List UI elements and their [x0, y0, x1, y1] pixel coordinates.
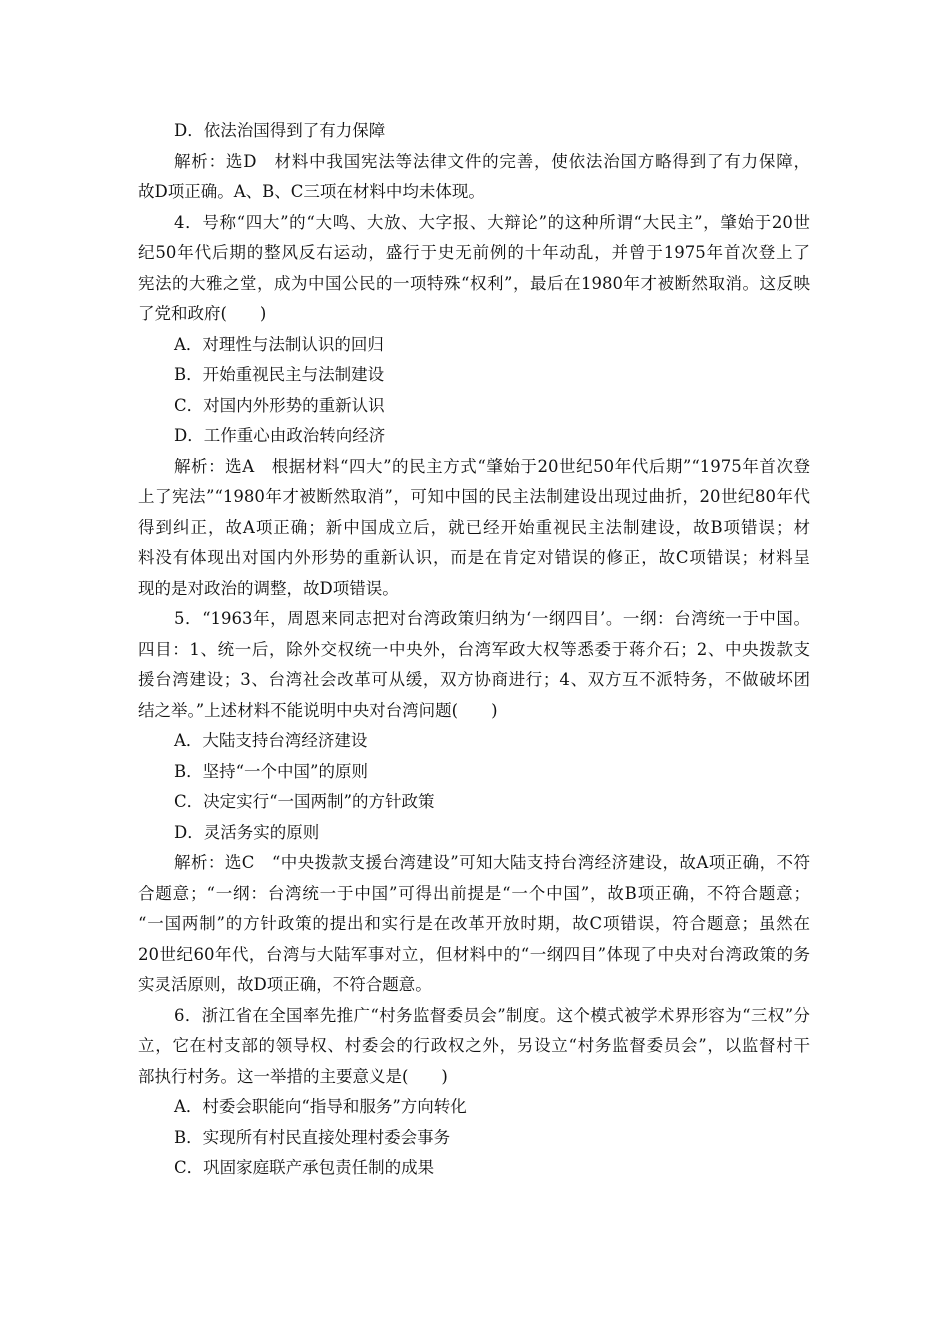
q5-analysis-line-2: 合题意；“一纲：台湾统一于中国”可得出前提是“一个中国”，故B项正确，不符合题意； [138, 883, 810, 903]
q5-stem-line-3: 援台湾建设；3、台湾社会改革可从缓，双方协商进行；4、双方互不派特务，不做破坏团 [138, 670, 810, 689]
q4-analysis-line-3: 得到纠正，故A项正确；新中国成立后，就已经开始重视民主法制建设，故B项错误；材 [138, 517, 810, 537]
q3-option-d: D．依法治国得到了有力保障 [174, 121, 386, 140]
document-page [138, 116, 810, 1184]
q6-option-a: A．村委会职能向“指导和服务”方向转化 [174, 1097, 467, 1116]
q3-analysis-line-1: 解析：选D 材料中我国宪法等法律文件的完善，使依法治国方略得到了有力保障， [174, 151, 810, 171]
q6-stem-line-1: 6．浙江省在全国率先推广“村务监督委员会”制度。这个模式被学术界形容为“三权”分 [174, 1005, 810, 1025]
q5-option-d: D．灵活务实的原则 [174, 822, 320, 842]
q5-option-a: A．大陆支持台湾经济建设 [174, 731, 368, 750]
q4-analysis-line-1: 解析：选A 根据材料“四大”的民主方式“肇始于20世纪50年代后期”“1975年首次登 [174, 456, 810, 476]
q5-stem-line-2: 四目：1、统一后，除外交权统一中央外，台湾军政大权等悉委于蒋介石；2、中央拨款支 [138, 639, 810, 659]
q5-analysis-line-1: 解析：选C “中央拨款支援台湾建设”可知大陆支持台湾经济建设，故A项正确，不符 [174, 853, 810, 872]
q4-stem-line-3: 宪法的大雅之堂，成为中国公民的一项特殊“权利”，最后在1980年才被断然取消。这反映 [138, 273, 810, 293]
q4-option-c: C．对国内外形势的重新认识 [174, 395, 385, 415]
q4-stem-line-1: 4．号称“四大”的“大鸣、大放、大字报、大辩论”的这种所谓“大民主”，肇始于20世 [174, 212, 810, 232]
q6-option-b: B．实现所有村民直接处理村委会事务 [174, 1127, 451, 1147]
q4-stem-line-4: 了党和政府( ) [138, 304, 267, 323]
q4-option-d: D．工作重心由政治转向经济 [174, 426, 386, 445]
q5-analysis-line-5: 实灵活原则，故D项正确，不符合题意。 [138, 975, 432, 994]
q5-stem-line-4: 结之举。”上述材料不能说明中央对台湾问题( ) [138, 700, 498, 720]
q3-analysis-line-2: 故D项正确。A、B、C三项在材料中均未体现。 [138, 182, 485, 201]
q5-stem-line-1: 5．“1963年，周恩来同志把对台湾政策归纳为‘一纲四目’。一纲：台湾统一于中国。 [174, 609, 810, 628]
q4-analysis-line-5: 现的是对政治的调整，故D项错误。 [138, 578, 399, 598]
q6-option-c: C．巩固家庭联产承包责任制的成果 [174, 1158, 435, 1177]
q4-stem-line-2: 纪50年代后期的整风反右运动，盛行于史无前例的十年动乱，并曾于1975年首次登上了 [138, 243, 810, 262]
q6-stem-line-3: 部执行村务。这一举措的主要意义是( ) [138, 1066, 448, 1086]
q4-analysis-line-2: 上了宪法”“1980年才被断然取消”，可知中国的民主法制建设出现过曲折，20世纪80年代 [138, 487, 810, 506]
q4-analysis-line-4: 料没有体现出对国内外形势的重新认识，而是在肯定对错误的修正，故C项错误；材料呈 [138, 548, 810, 567]
q5-analysis-line-3: “一国两制”的方针政策的提出和实行是在改革开放时期，故C项错误，符合题意；虽然在 [138, 914, 810, 933]
q5-option-b: B．坚持“一个中国”的原则 [174, 761, 368, 781]
q5-option-c: C．决定实行“一国两制”的方针政策 [174, 792, 435, 811]
q4-option-b: B．开始重视民主与法制建设 [174, 365, 385, 384]
q4-option-a: A．对理性与法制认识的回归 [174, 334, 384, 354]
q6-stem-line-2: 立，它在村支部的领导权、村委会的行政权之外，另设立“村务监督委员会”，以监督村干 [138, 1036, 810, 1055]
q5-analysis-line-4: 20世纪60年代，台湾与大陆军事对立，但材料中的“一纲四目”体现了中央对台湾政策的务 [138, 944, 810, 964]
